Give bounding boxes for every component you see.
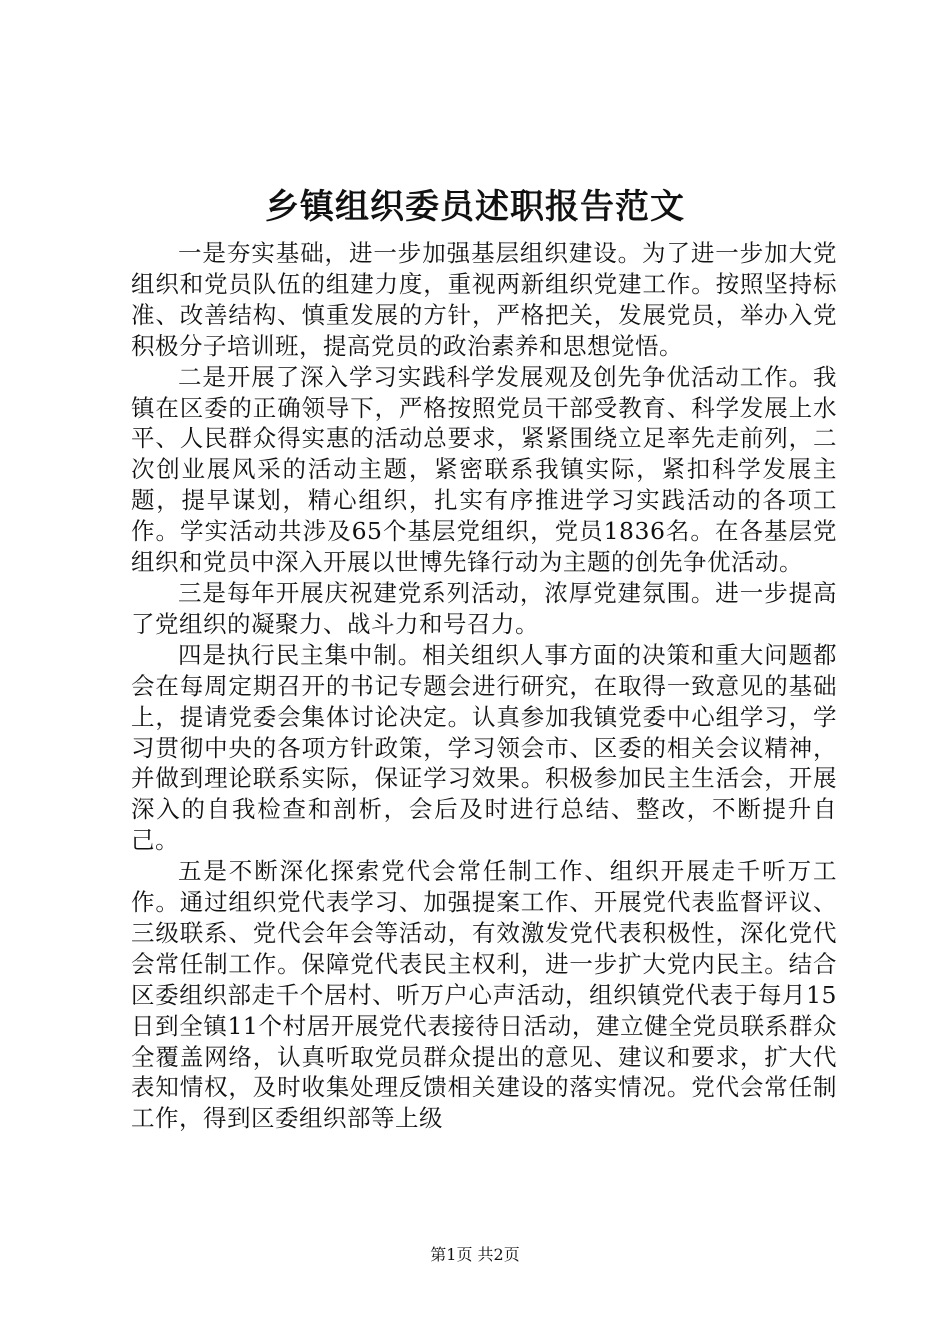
paragraph-5: 五是不断深化探索党代会常任制工作、组织开展走千听万工作。通过组织党代表学习、加强提案工作、开展党代表监督评议、三级联系、党代会年会等活动，有效激发党代表积极性，深化党代会常任制工作。保障党代表民主权利，进一步扩大党内民主。结合区委组织部走千个居村、听万户心声活动，组织镇党代表于每月15日到全镇11个村居开展党代表接待日活动，建立健全党员联系群众全覆盖网络，认真听取党员群众提出的意见、建议和要求，扩大代表知情权，及时收集处理反馈相关建设的落实情况。党代会常任制工作，得到区委组织部等上级 xyxy=(131,857,837,1133)
document-body xyxy=(131,238,837,1134)
page-title: 乡镇组织委员述职报告范文 xyxy=(265,187,685,227)
paragraph-3: 三是每年开展庆祝建党系列活动，浓厚党建氛围。进一步提高了党组织的凝聚力、战斗力和号召力。 xyxy=(131,578,837,638)
paragraph-1: 一是夯实基础，进一步加强基层组织建设。为了进一步加大党组织和党员队伍的组建力度，重视两新组织党建工作。按照坚持标准、改善结构、慎重发展的方针，严格把关，发展党员，举办入党积极分子培训班，提高党员的政治素养和思想觉悟。 xyxy=(131,239,837,360)
paragraph-4: 四是执行民主集中制。相关组织人事方面的决策和重大问题都会在每周定期召开的书记专题会进行研究，在取得一致意见的基础上，提请党委会集体讨论决定。认真参加我镇党委中心组学习，学习贯彻中央的各项方针政策，学习领会市、区委的相关会议精神，并做到理论联系实际，保证学习效果。积极参加民主生活会，开展深入的自我检查和剖析，会后及时进行总结、整改，不断提升自己。 xyxy=(131,640,837,855)
paragraph-2: 二是开展了深入学习实践科学发展观及创先争优活动工作。我镇在区委的正确领导下，严格按照党员干部受教育、科学发展上水平、人民群众得实惠的活动总要求，紧紧围绕立足率先走前列，二次创业展风采的活动主题，紧密联系我镇实际，紧扣科学发展主题，提早谋划，精心组织，扎实有序推进学习实践活动的各项工作。学实活动共涉及65个基层党组织，党员1836名。在各基层党组织和党员中深入开展以世博先锋行动为主题的创先争优活动。 xyxy=(131,362,837,577)
page-footer: 第1页 共2页 xyxy=(430,1245,520,1264)
